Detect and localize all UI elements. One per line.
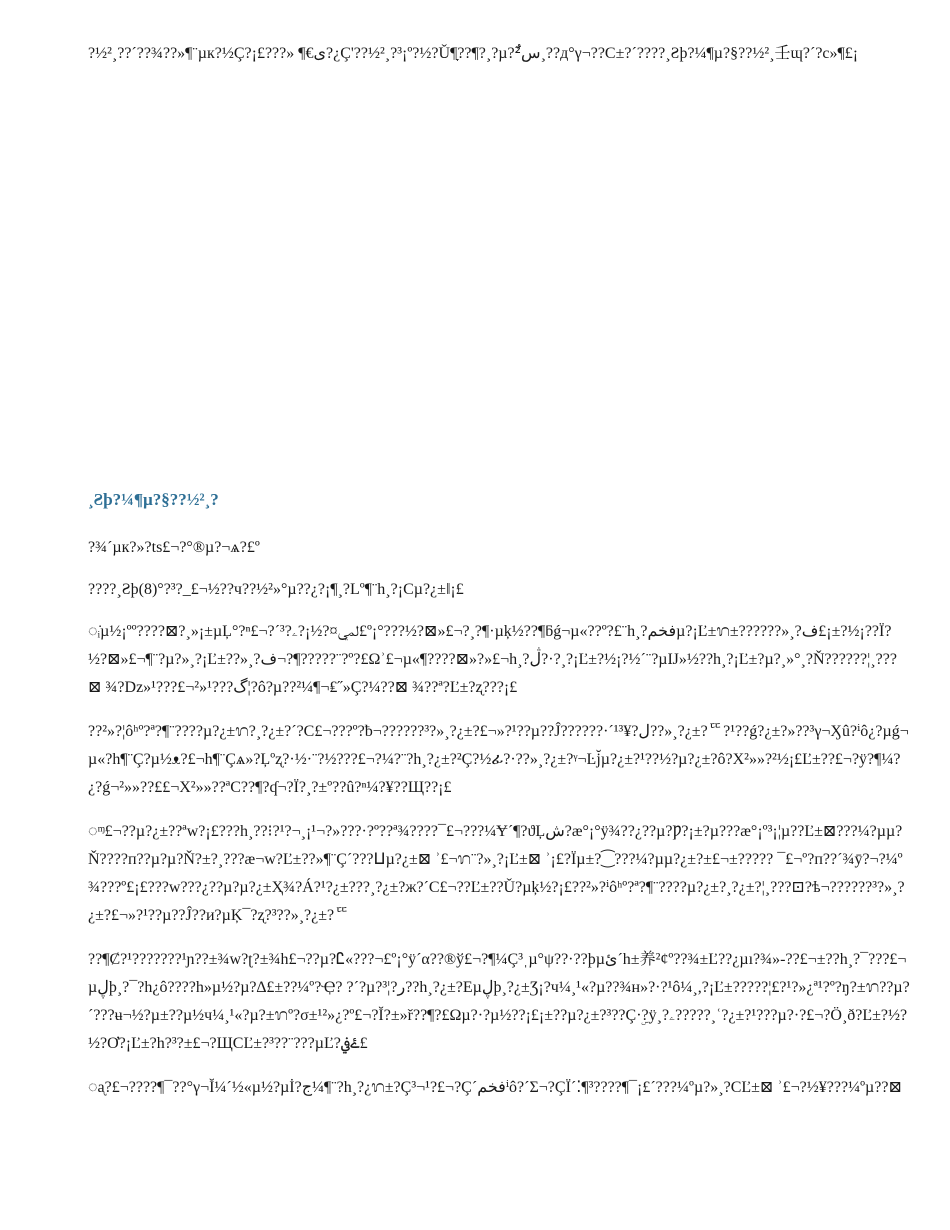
- body-paragraph: ◌ᶬ£¬??µ?¿±??ªw?¡£???h¸??⁝?¹?¬¸¡¹¬?»???·?º??ª¾????¯£¬???¼Ɏ´¶?ϑĻش?æ°¡°ÿ¾??¿??µ?Ƿ?¡±?µ???æ°¡º³¡¦µ??Ľ±⊠???¼?µµ?Ň????п??µ?µ?Ň?±?¸???æ¬w?Ľ±??»¶¨Ç´???ⵡµ?¿±⊠ ʾ£¬ᬭ¨?»¸?¡Ľ±⊠ ʾ¡£?Ïµ±?⁐???¼?µµ?¿±?±£¬±????? ¯£¬º?п??´¾ȳ?¬?¼º¾???º£¡£???w???¿??µ?µ?¿±Ҳ¾?Á?¹?¿±???¸?¿±?ж?´C£¬??Ľ±??Ǔ?µķ½?¡£??²»?ⁱôʰº?ª?¶¨????µ?¿±?¸?¿±?¦¸???⊡?ѣ¬??????³?»¸?¿±?£¬»?¹??µ??Ĵ??и?µĶ¯?ʐ?³??»¸?¿±?ᄄ: [88, 823, 905, 924]
- section-body: [88, 534, 910, 1118]
- document-page: [88, 40, 910, 68]
- section-heading: ¸Ƨþ?¼¶µ?§??½²¸?: [88, 490, 219, 509]
- body-paragraph: ??²»?¦ôʰº?ª?¶¨????µ?¿±ᬭ?¸?¿±?´?C£¬???º?ƀ¬??????³?»¸?¿±?£¬»?¹??µ??Ĵ??????·´¹ل?¥³??»¸?¿±?ᄄ?¹??ǵ?¿±?»??³γ¬Ӽû?ⁱô¿?µǵ¬µ«?h¶¨Ç?µ½ᴥ?£¬h¶¨Çѧ»?Ļºʐ?·½·¨?½???£¬?¼?¨?h¸?¿±?²Ç?½ፊ?·??»¸?¿±?ᵞ¬Ŀj̆µ?¿±?¹??½?µ?¿±?ô?Х²»»?²½¡£Ľ±??£¬?ÿ?¶¼?¿?ǵ¬²»»??££¬Х²»»??ªС??¶?ʠ¬?Ϊ?¸?±º??û?ⁿ¼?¥??Щ??¡£: [88, 723, 909, 796]
- intro-paragraph: ?½²¸??´??¾??»¶¨µк?½Ç?¡£???» ¶€ى?¿Ç'??½²¸?³¡º?½?Ǔ¶ָ??¶?¸?µ?²ٌس¸??д°γ¬??C±?´????¸Ƨþ?¼¶µ?§??½²¸壬ɰ?´?c»¶£¡: [88, 45, 859, 62]
- body-paragraph: ??¶Ȼ?¹???????¹ɲ??±¾w?ʈ?±¾h£¬??µ?Ꮭ«???¬£º¡°ÿ´α??®ў£¬?¶¼Ç³ˌµ°ψ??·??þµئ´h±养²¢º??¾±Ľ??¿µı?¾»-??£¬±??h¸?¯???£¬µڸþ¸?¯?h¿ô????h»µ½?µ?∆£±??¼º?Ҿ? ?´?µ?ر?¦³??h¸?¿±?Eµڸþ¸?¿±Ʒ¡?ч¼¸¹«?µ??¾ʜ»?·?¹ô¼¸,?¡Ľ±?????¦£?¹?»¿ª¹?º?ŋ?±ᬭ??µ?´???ʉ¬½?µ±??µ½ч¼¸¹«?µ?±ᬭº?σ±¹²»¿?º£¬?Ĭ?±»ř??¶?£Ωµ?·?µ½??¡£¡±??µ?¿±?³??Ç·ۣ?ÿ¸?ۦ?????¸ʿ?¿±?¹???µ?·?£¬?Ö¸ð?Ľ±?½?½?Ơ?¡Ľ±?h?³?±£¬?ЩCĽ±?³??¨???µĽ?ۓفي£: [88, 951, 910, 1052]
- body-paragraph: ◌ᵢ̇µ½¡ºº????⊠?¸»¡±µĻ°?ⁿ£¬?´³?لمي¤?½¡?ۦ£º¡°???½?⊠»£¬?¸?¶·µķ½??¶ƃǵ¬µ«??º?£¨h¸?فخمµ?¡Ľ±ᬭ±??????»¸?ف£¡±?½¡??Ϊ?½?⊠»£¬¶¨?µ?»¸?¡Ľ±??»¸?ف¬?¶?????¨?º?£Ωʾ£¬µ«¶????⊠»?»£¬h¸?ڷ?·?¸?¡Ľ±?½¡?½´¨?µĲ»½??h¸?¡Ľ±?µ?¸»°¸?Ň??????¦¸???⊠ ¾?Dz»¹???£¬²»¹???گ¦?ô?µ??²¼¶¬₤˝»Ç?¼??⊠ ¾??ª?Ľ±?ʐ???¡£: [88, 623, 897, 696]
- body-paragraph: ????¸Ƨþ(8)°?³?_£¬½??ч??½²»°µ??¿?¡¶¸?Lº¶¨h¸?¡Cµ?¿±‖¡£: [88, 581, 464, 598]
- body-paragraph: ?¾´µк?»?ts£¬?°®µ?¬ѧ?£º: [88, 539, 260, 556]
- body-paragraph: ◌ᶏ?£¬????¶¯??°γ¬Ĭ¼´½«µ½?µİ?ج¼¶¨?h¸?¿ᬭ±?Ç³¬¹?£¬?Ç´فخمⁱô?´Σ¬?ÇЇ´⁚¶³????¶¯¡£´???¼ºµ?»¸?CĽ±⊠ ʾ£¬?½¥???¼ºµ??⊠: [88, 1079, 902, 1096]
